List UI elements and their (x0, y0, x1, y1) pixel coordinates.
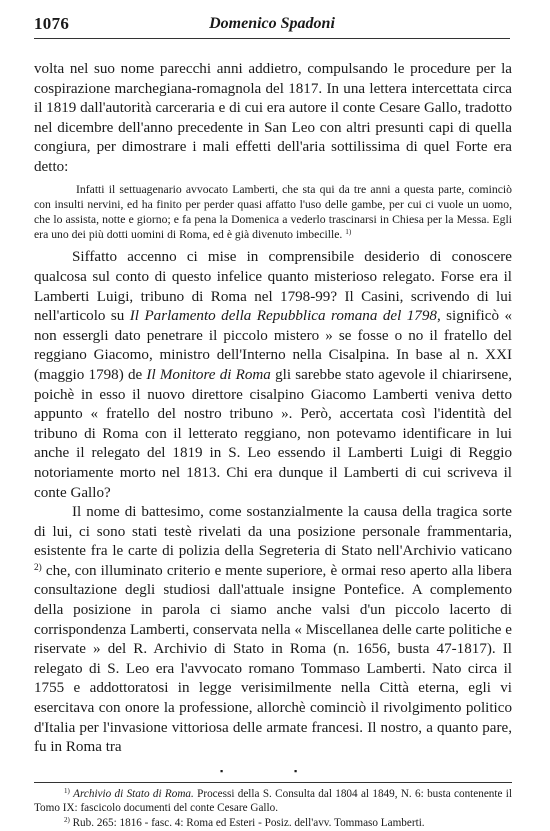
paragraph-2-title-1: Il Parlamento della Repubblica romana del 1798 (129, 308, 437, 325)
paragraph-3-part-2: che, con illuminato criterio e mente superiore, è ormai reso aperto alla libera consultazione degli studiosi dall'attuale insigne Pontefice. A complemento della posizione in parola ci siamo anche valsi d'un piccolo lacerto di corrispondenza Lamberti, conservata nella « Miscellanea delle carte politiche e riservate » del R. Archivio di Stato in Roma (n. 1656, busta 47-1817). Il relegato di S. Leo era l'avvocato romano Tommaso Lamberti. Nato circa il 1755 e addottoratosi in legge verisimilmente nella Città eterna, egli vi esercitava con onore la professione, allorchè cominciò il rivolgimento politico d'Italia per l'invasione vittoriosa delle armate francesi. Il nostro, a quanto pare, fu in Roma tra (34, 562, 512, 756)
page-header (34, 14, 510, 39)
paragraph-3 (34, 503, 512, 758)
paragraph-2 (34, 248, 512, 503)
footnote-1-mark: 1) (64, 787, 70, 795)
footnote-2 (34, 816, 512, 831)
footnote-1-source: Archivio di Stato di Roma. (73, 787, 194, 800)
footnote-ref-1: 1) (345, 228, 352, 237)
footnote-1-text: Processi della S. Consulta dal 1804 al 1849, N. 6: busta contenente il Tomo IX: fascicolo documenti del conte Cesare Gallo. (34, 787, 513, 815)
block-quote (34, 182, 512, 243)
footnote-rule (34, 782, 512, 783)
footnote-2-text: Rub. 265: 1816 - fasc. 4: Roma ed Esteri - Posiz. dell'avv. Tommaso Lamberti. (72, 817, 425, 829)
footnote-1 (34, 787, 512, 816)
page-body (34, 60, 512, 831)
paragraph-3-part-1: Il nome di battesimo, come sostanzialmente la causa della tragica sorte di lui, ci sono stati testè rivelati da una posizione personale frammentaria, esistente fra le carte di polizia della Segreteria di Stato nell'Archivio vaticano (34, 504, 512, 560)
paragraph-1: volta nel suo nome parecchi anni addietro, compulsando le procedure per la cospirazione marchegiana-romagnola del 1817. In una lettera intercettata circa il 1819 dall'autorità carceraria e di cui era autore il conte Cesare Gallo, tradotto nel dicembre dell'anno precedente in San Leo con altri presunti capi di quella congiura, per dimostrare i mali effetti dell'aria sottilissima di quel Forte era detto: (34, 61, 512, 175)
footnote-separator-marks: ▪ ▪ (220, 765, 298, 776)
paragraph-2-title-2: Il Monitore di Roma (146, 366, 271, 383)
running-head: Domenico Spadoni (209, 15, 335, 32)
paragraph-2-part-1: Siffatto accenno ci mise in comprensibile desiderio di conoscere qualcosa sul conto di questo infelice quanto misterioso relegato. Forse era il Lamberti Luigi, tribuno di Roma nel 1798-99? Il Casini, scrivendo di lui nell'articolo su (34, 249, 512, 325)
paragraph-2-part-3: gli sarebbe stato agevole il chiarirsene, poichè in esso il nuovo direttore cisalpino Giacomo Lamberti veniva detto appunto « fratello del nostro tribuno ». Però, accertata così l'identità del tribuno di Roma con il letterato reggiano, non potevamo identificare in lui anche il relegato del 1819 in S. Leo essendo il Lamberti Luigi di Reggio notoriamente morto nel 1813. Chi era dunque il Lamberti di cui scriveva il conte Gallo? (34, 366, 512, 501)
footnote-2-mark: 2) (64, 816, 70, 825)
block-quote-text: Infatti il settuagenario avvocato Lamberti, che sta qui da tre anni a questa parte, cominciò con insulti nervini, ed ha finito per perder quasi affatto l'uso delle gambe, per cui ci vuole un uomo, che lo assista, notte e giorno; e fa pena la Domenica a vederlo trascinarsi in Chiesa per la Messa. Egli era uno dei più dotti uomini di Roma, ed è già divenuto imbecille. (34, 182, 512, 242)
paragraph-2-part-2: , significò « non essergli dato penetrare il piccolo mistero » se fosse o no il fratello del reggiano Giacomo, ministro dell'Interno nella Cisalpina. In base al n. XXI (maggio 1798) de (34, 308, 512, 383)
page-number: 1076 (34, 14, 70, 33)
footnote-ref-2: 2) (34, 562, 42, 573)
